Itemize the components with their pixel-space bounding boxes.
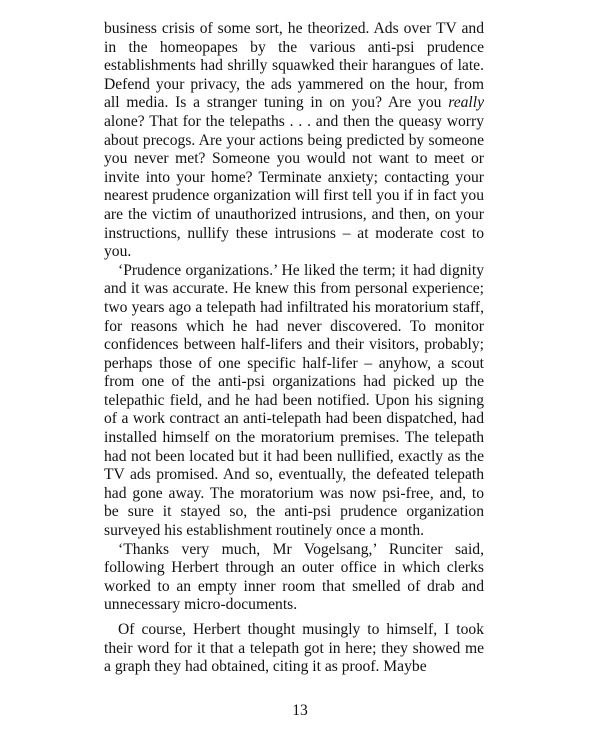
paragraph-1: [104, 20, 484, 262]
paragraph-4: Of course, Herbert thought musingly to himself, I took their word for it that a telepath got in here; they showed me a graph they had obtained, citing it as proof. Maybe: [104, 621, 484, 676]
paragraph-3: ‘Thanks very much, Mr Vogelsang,’ Runciter said, following Herbert through an outer office in which clerks worked to an empty inner room that smelled of drab and unnecessary micro-documents.: [104, 540, 484, 614]
paragraph-1-text-a: business crisis of some sort, he theorized. Ads over TV and in the homeopapes by the various anti-psi prudence establishments had shrilly squawked their harangues of late. Defend your privacy, the ads yammered on the hour, from all media. Is a stranger tuning in on you? Are you: [104, 20, 484, 112]
paragraph-1-text-b: alone? That for the telepaths . . . and then the queasy worry about precogs. Are your actions being predicted by someone you never met? Someone you would not want to meet or invite into your home? Terminate anxiety; contacting your nearest prudence organization will first tell you if in fact you are the victim of unauthorized intrusions, and then, on your instructions, nullify these intrusions – at moderate cost to you.: [104, 112, 484, 261]
paragraph-2: ‘Prudence organizations.’ He liked the term; it had dignity and it was accurate. He knew this from personal experience; two years ago a telepath had infiltrated his moratorium staff, for reasons which he had never discovered. To monitor confidences between half-lifers and their visitors, probably; perhaps those of one specific half-lifer – anyhow, a scout from one of the anti-psi organizations had picked up the telepathic field, and he had been notified. Upon his signing of a work contract an anti-telepath had been dispatched, had installed himself on the moratorium premises. The telepath had not been located but it had been nullified, exactly as the TV ads promised. And so, eventually, the defeated telepath had gone away. The moratorium was now psi-free, and, to be sure it stayed so, the anti-psi prudence organization surveyed his establishment routinely once a month.: [104, 261, 484, 540]
page-number: 13: [292, 702, 308, 719]
body-text: [104, 20, 484, 677]
paragraph-1-emphasis: really: [448, 94, 484, 112]
